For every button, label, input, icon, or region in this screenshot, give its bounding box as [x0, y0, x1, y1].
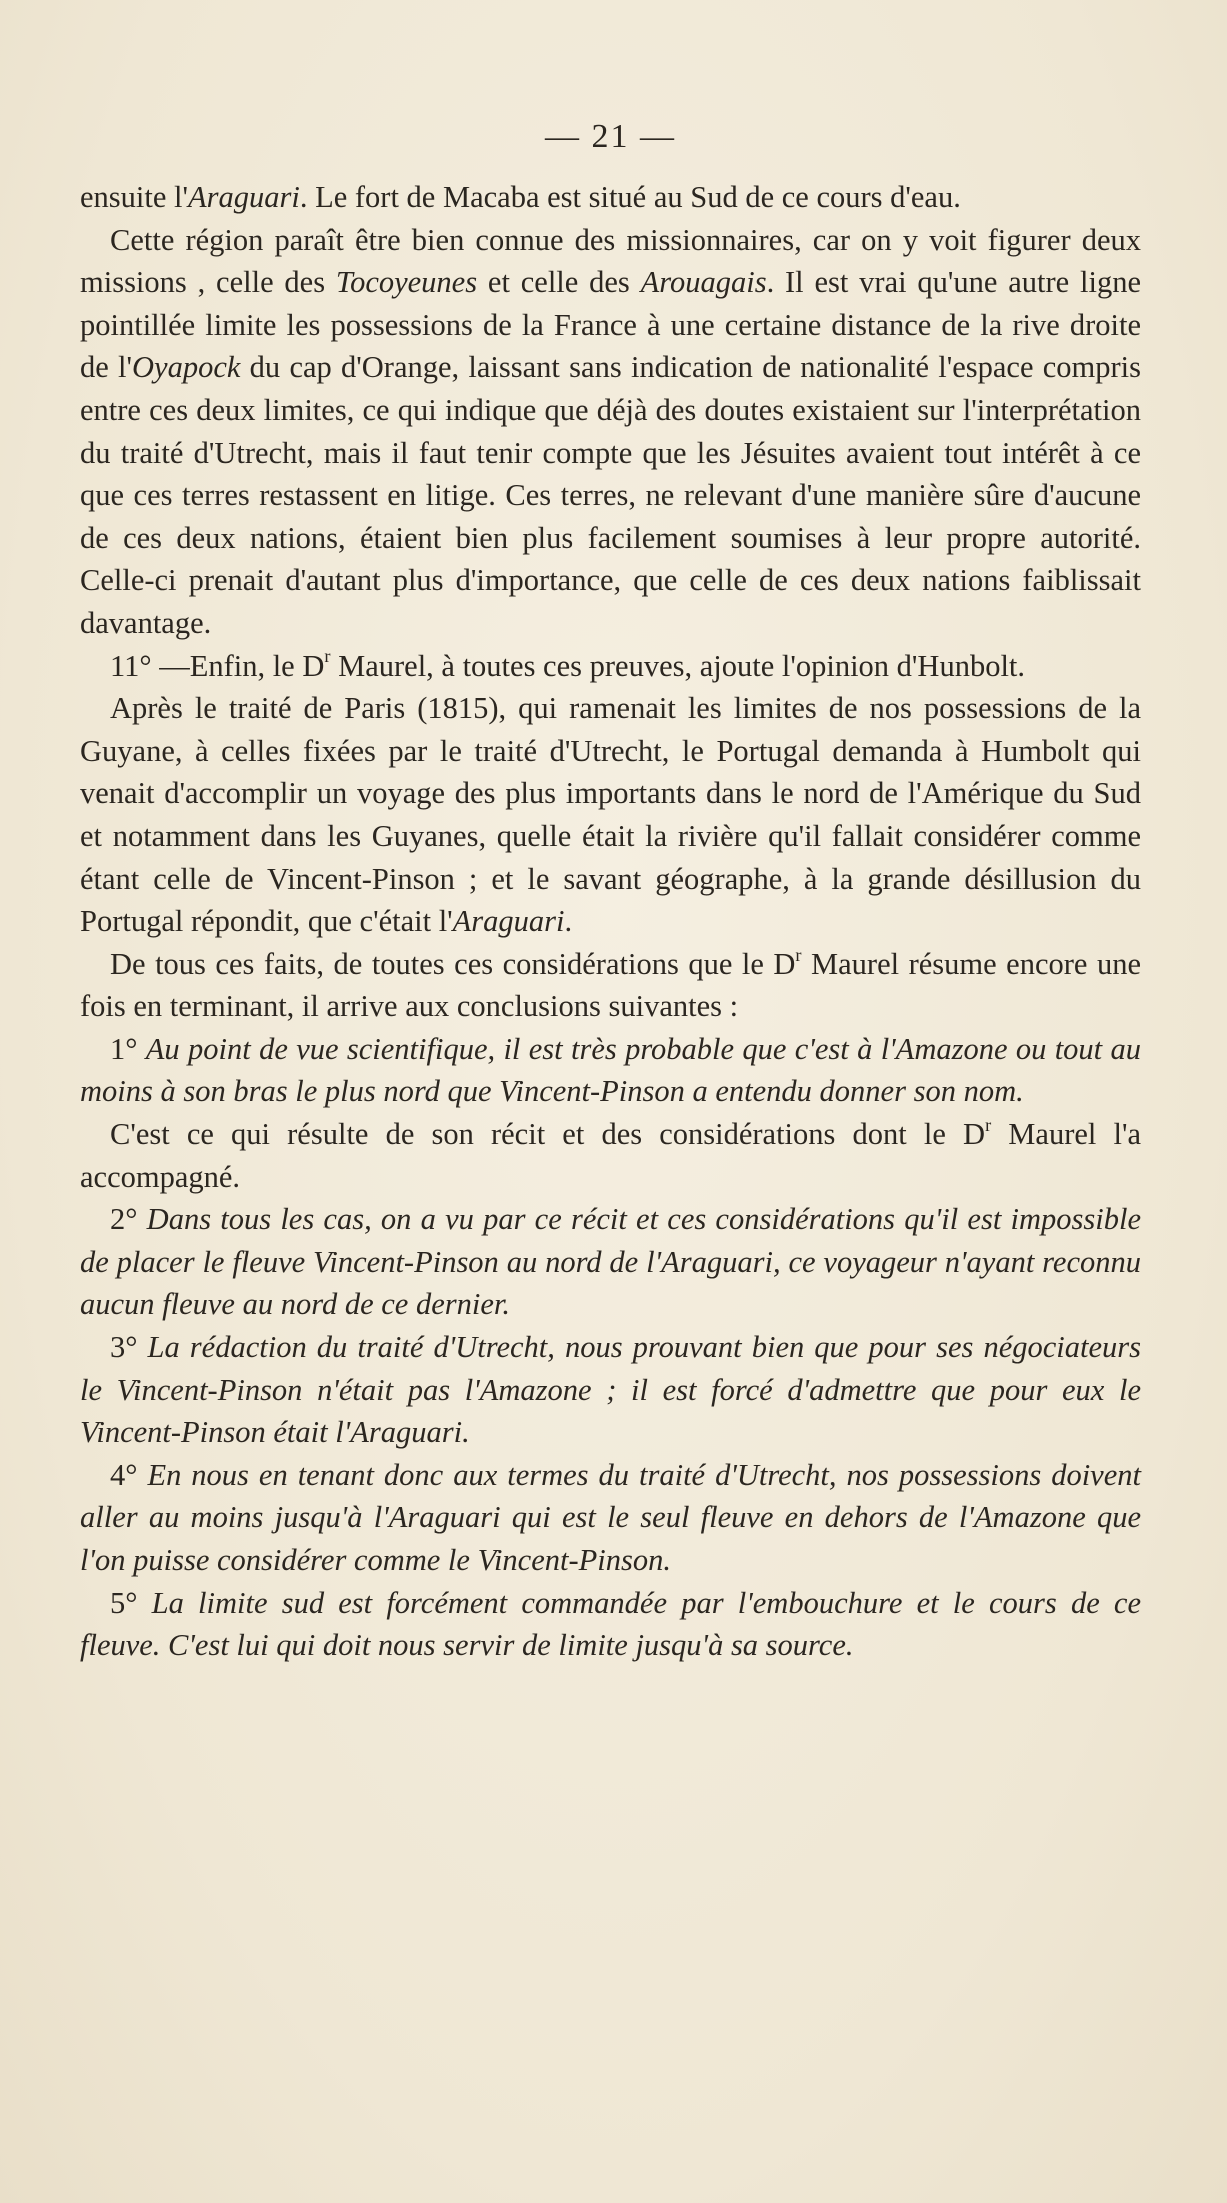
paragraph-p11 — [80, 1582, 1141, 1667]
paragraph-p3 — [80, 645, 1141, 688]
italic-text: Arouagais — [640, 265, 767, 300]
text-run: 2° — [110, 1202, 147, 1237]
paragraph-p2 — [80, 219, 1141, 645]
italic-text: Araguari — [188, 180, 300, 214]
text-run: . Il est vrai qu'une autre ligne pointillée limite les possessions de la France à une certaine distance de la rive droite de l' — [80, 265, 1142, 385]
text-run: Maurel résume encore une fois en terminant, il arrive aux conclusions suivantes : — [80, 946, 1141, 1024]
italic-text: Au point de vue scientifique, il est très probable que c'est à l'Amazone ou tout au moins à son bras le plus nord que Vincent-Pinson a entendu donner son nom. — [80, 1031, 1141, 1109]
italic-text: En nous en tenant donc aux termes du traité d'Utrecht, nos possessions doivent aller au moins jusqu'à l'Araguari qui est le seul fleuve en dehors de l'Amazone que l'on puisse considérer comme le Vincent-Pinson. — [80, 1457, 1141, 1577]
superscript: r — [795, 944, 802, 965]
text-run: Maurel, à toutes ces preuves, ajoute l'opinion d'Hunbolt. — [330, 648, 1026, 683]
text-run: Cette région paraît être bien connue des missionnaires, car on y voit figurer deux missions , celle des — [80, 222, 1141, 300]
text-run: . — [564, 904, 573, 939]
italic-text: Tocoyeunes — [335, 265, 478, 300]
paragraph-p6 — [80, 1028, 1141, 1113]
paragraph-p10 — [80, 1454, 1141, 1582]
italic-text: Dans tous les cas, on a vu par ce récit et ces considérations qu'il est impossible de placer le fleuve Vincent-Pinson au nord de l'Araguari, ce voyageur n'ayant reconnu aucun fleuve au nord de ce dernier. — [80, 1202, 1141, 1322]
text-run: Après le traité de Paris (1815), qui ramenait les limites de nos possessions de la Guyane, à celles fixées par le traité d'Utrecht, le Portugal demanda à Humbolt qui venait d'accomplir un voyage des plus importants dans le nord de l'Amérique du Sud et notamment dans les Guyanes, quelle était la rivière qu'il fallait considérer comme étant celle de Vincent-Pinson ; et le savant géographe, à la grande désillusion du Portugal répondit, que c'était l' — [80, 691, 1141, 939]
paragraph-p4 — [80, 687, 1141, 943]
page-number: — 21 — — [545, 118, 676, 155]
text-run: et celle des — [477, 265, 641, 300]
text-run: Maurel l'a accompagné. — [80, 1117, 1141, 1194]
text-run: 1° — [110, 1031, 146, 1066]
text-run: De tous ces faits, de toutes ces considérations que le D — [110, 946, 796, 981]
text-run: 5° — [110, 1585, 152, 1620]
italic-text: La rédaction du traité d'Utrecht, nous prouvant bien que pour ses négociateurs le Vincent-Pinson n'était pas l'Amazone ; il est forcé d'admettre que pour eux le Vincent-Pinson était l'Araguari. — [80, 1330, 1141, 1450]
text-run: ensuite l' — [80, 180, 188, 214]
text-run: . Le fort de Macaba est situé au Sud de ce cours d'eau. — [299, 180, 961, 214]
paragraph-p1 — [80, 176, 1141, 219]
text-run: C'est ce qui résulte de son récit et des considérations dont le D — [110, 1117, 986, 1152]
paragraph-p9 — [80, 1326, 1141, 1454]
text-run: du cap d'Orange, laissant sans indication de nationalité l'espace compris entre ces deux limites, ce qui indique que déjà des doutes existaient sur l'interprétation du traité d'Utrecht, mais il faut tenir compte que les Jésuites avaient tout intérêt à ce que ces terres restassent en litige. Ces terres, ne relevant d'une manière sûre d'aucune de ces deux nations, étaient bien plus facilement soumises à leur propre autorité. Celle-ci prenait d'autant plus d'importance, que celle de ces deux nations faiblissait davantage. — [80, 350, 1142, 640]
superscript: r — [324, 646, 331, 667]
italic-text: Oyapock — [132, 350, 241, 385]
paragraph-p7 — [80, 1113, 1141, 1198]
paragraph-p8 — [80, 1198, 1141, 1326]
text-run: 3° — [110, 1330, 148, 1365]
text-run: 4° — [110, 1457, 148, 1492]
superscript: r — [985, 1114, 992, 1135]
italic-text: La limite sud est forcément commandée par l'embouchure et le cours de ce fleuve. C'est lui qui doit nous servir de limite jusqu'à sa source. — [80, 1585, 1141, 1663]
text-run: 11° —Enfin, le D — [110, 648, 325, 683]
paragraph-p5 — [80, 943, 1141, 1028]
italic-text: Araguari — [452, 904, 565, 939]
text-body — [80, 176, 1141, 1667]
